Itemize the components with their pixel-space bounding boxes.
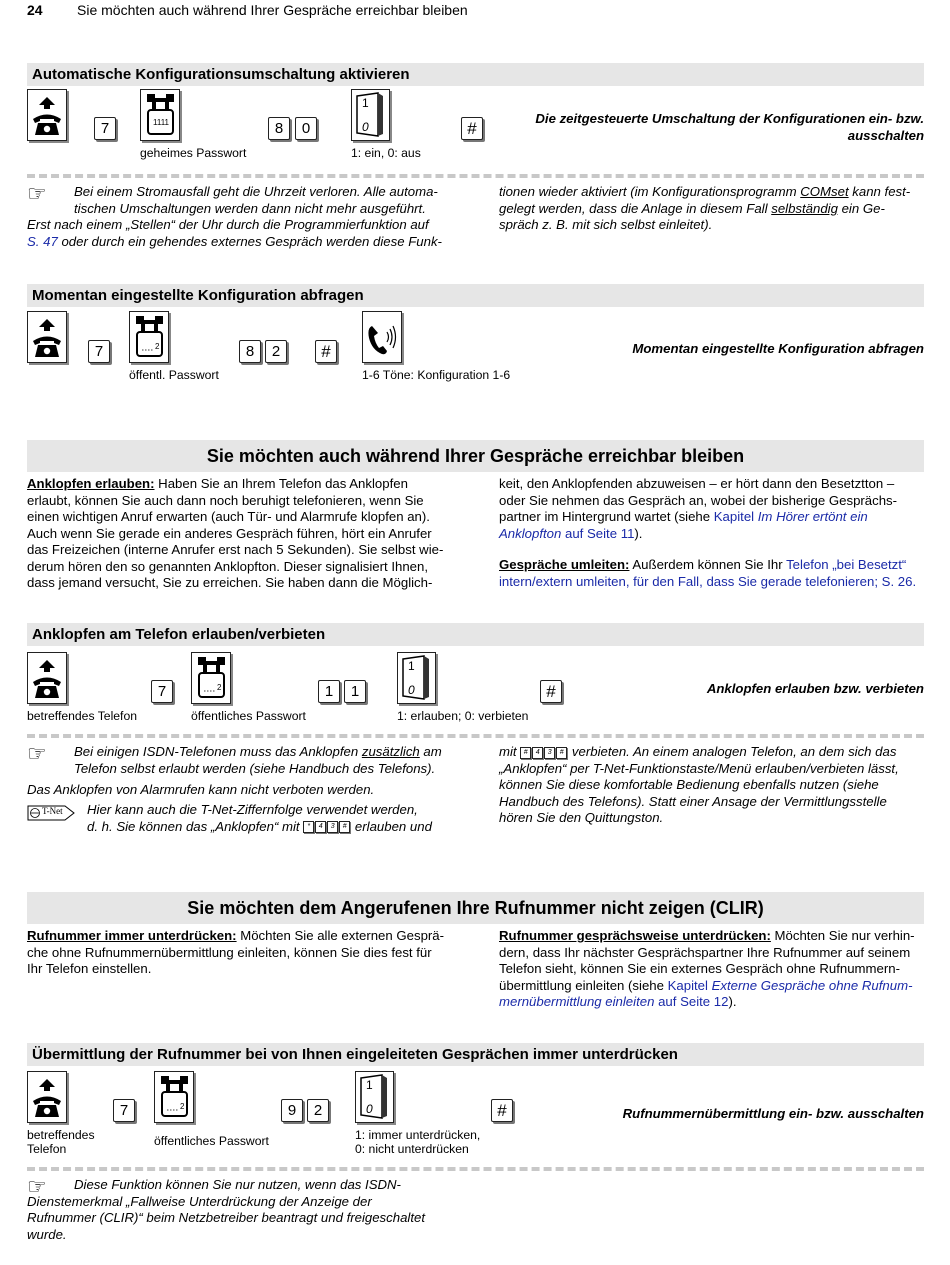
section-title-auto-config: Automatische Konfigurationsumschaltung aktivieren <box>27 63 924 86</box>
note-power-failure-continued: tionen wieder aktiviert (im Konfigurationsprogramm COMset kann fest- gelegt werden, dass die Anlage in diesem Fall selbständig ein Ge- spräch z. B. mit sich selbst einleitet). <box>499 184 911 232</box>
label-switch: 1: ein, 0: aus <box>351 146 421 160</box>
switch-one: 1 <box>366 1078 373 1092</box>
link-s47[interactable]: S. 47 <box>27 233 58 249</box>
link-anklopfton-page[interactable]: Anklopfton auf Seite 11 <box>499 525 635 541</box>
lock-public-password-icon <box>191 652 231 704</box>
lock-code: 1111 <box>152 118 169 127</box>
switch-zero: 0 <box>366 1102 373 1116</box>
key-7: 7 <box>94 117 116 140</box>
label-switch: 1: immer unterdrücken, 0: nicht unterdrücken <box>355 1128 481 1156</box>
phone-handset-icon <box>27 89 67 141</box>
function-description: Die zeitgesteuerte Umschaltung der Konfigurationen ein- bzw. ausschalten <box>535 111 924 143</box>
link-clir-chapter[interactable]: Kapitel Externe Gespräche ohne Rufnum- <box>667 977 913 993</box>
key-9: 9 <box>281 1099 303 1122</box>
divider <box>27 1167 924 1171</box>
key-2: 2 <box>307 1099 329 1122</box>
phone-handset-icon <box>27 652 67 704</box>
chapter-title-call-waiting: Sie möchten auch während Ihrer Gespräche erreichbar bleiben <box>27 440 924 472</box>
text-always-suppress: Rufnummer immer unterdrücken: Möchten Sie alle externen Gesprä- che ohne Rufnummernübermittlung einleiten, können Sie dies fest für Ihr Telefon einstellen. <box>27 928 445 976</box>
note-isdn-phones: Bei einigen ISDN-Telefonen muss das Anklopfen zusätzlich am Telefon selbst erlaubt werden (siehe Handbuch des Telefons). Das Anklopfen von Alarmrufen kann nicht verboten werden. <box>27 744 442 797</box>
function-description: Anklopfen erlauben bzw. verbieten <box>706 681 924 696</box>
note-power-failure: Bei einem Stromausfall geht die Uhrzeit verloren. Alle automa- tischen Umschaltungen werden dann nicht mehr ausgeführt. Erst nach einem „Stellen“ der Uhr durch die Programmierfunktion auf S. 47 oder durch ein gehendes externes Gespräch werden diese Funk- <box>27 184 442 249</box>
label-public-password: öffentliches Passwort <box>191 709 306 723</box>
link-divert-busy[interactable]: Telefon „bei Besetzt“ <box>786 557 907 572</box>
divider <box>27 734 924 738</box>
key-hash: # <box>540 680 562 703</box>
note-tnet: Hier kann auch die T-Net-Ziffernfolge verwendet werden, d. h. Sie können das „Anklopfen“ mit * 4 3 # erlauben und <box>87 802 432 834</box>
section-title-call-waiting-allow: Anklopfen am Telefon erlauben/verbieten <box>27 623 924 646</box>
label-secret-password: geheimes Passwort <box>140 146 247 160</box>
key-7: 7 <box>151 680 173 703</box>
link-anklopfton-chapter[interactable]: Kapitel Im Hörer ertönt ein <box>713 509 868 524</box>
key-1: 1 <box>318 680 340 703</box>
key-1: 1 <box>344 680 366 703</box>
switch-icon <box>397 652 436 704</box>
lock-code: 2 <box>180 1102 185 1111</box>
label-phone: betreffendes Telefon <box>27 1128 95 1156</box>
phone-handset-icon <box>27 311 67 363</box>
key-8: 8 <box>239 340 261 363</box>
lock-public-password-icon <box>129 311 169 363</box>
text-per-call-suppress: Rufnummer gesprächsweise unterdrücken: Möchten Sie nur verhin- dern, dass Ihr nächster Gesprächspartner Ihre Rufnummer auf seinem Telefon sieht, können Sie ein externes Gespräch ohne Rufnummern- übermittlung einleiten (siehe Kapitel Externe Gespräche ohne Rufnum- mernübermittlung einleiten auf Seite 12). <box>499 928 915 1009</box>
page-number: 24 <box>27 2 43 18</box>
label-switch: 1: erlauben; 0: verbieten <box>397 709 529 723</box>
key-hash: # <box>315 340 337 363</box>
switch-one: 1 <box>408 659 415 673</box>
ringing-phone-icon <box>362 311 402 363</box>
key-2: 2 <box>265 340 287 363</box>
lock-code: 2 <box>155 342 160 351</box>
switch-icon <box>351 89 390 141</box>
label-public-password: öffentl. Passwort <box>129 368 219 382</box>
key-7: 7 <box>113 1099 135 1122</box>
pointing-hand-icon: ☞ <box>27 1174 47 1199</box>
link-divert-busy-continued[interactable]: intern/extern umleiten, für den Fall, dass Sie gerade telefonieren; S. 26. <box>499 573 917 589</box>
key-hash: # <box>491 1099 513 1122</box>
label-public-password: öffentliches Passwort <box>154 1134 269 1148</box>
section-title-suppress-number: Übermittlung der Rufnummer bei von Ihnen eingeleiteten Gesprächen immer unterdrücken <box>27 1043 924 1066</box>
pointing-hand-icon: ☞ <box>27 741 47 766</box>
note-clir-service: Diese Funktion können Sie nur nutzen, wenn das ISDN- Dienstemerkmal „Fallweise Unterdrückung der Anzeige der Rufnummer (CLIR)“ beim Netzbetreiber beantragt und freigeschaltet wurde. <box>27 1177 426 1242</box>
label-phone: betreffendes Telefon <box>27 709 138 723</box>
text-call-waiting-continued: keit, den Anklopfenden abzuweisen – er hört dann den Besetztton – oder Sie nehmen das Gespräch an, wobei der bisherige Gesprächs- partner im Hintergrund wartet (siehe Kapitel Im Hörer ertönt ein Anklopfton auf Seite 11). Gespräche umleiten: Außerdem können Sie Ihr Telefon „bei Besetzt“ intern/extern umleiten, für den Fall, dass Sie gerade telefonieren; S. 26. <box>499 476 924 590</box>
function-description: Momentan eingestellte Konfiguration abfragen <box>632 341 924 356</box>
section-title-query-config: Momentan eingestellte Konfiguration abfragen <box>27 284 924 307</box>
switch-one: 1 <box>362 96 369 110</box>
lock-code: 2 <box>217 683 222 692</box>
note-tnet-continued: mit # 4 3 # verbieten. An einem analogen Telefon, an dem sich das „Anklopfen“ per T-Net-Funktionstaste/Menü erlauben/verbieten lässt, können Sie diese komfortable Bedienung ebenfalls nutzen (siehe Handbuch des Telefons). Statt einer Ansage der Vermittlungsstelle hören Sie den Quittungston. <box>499 744 899 825</box>
lock-secret-password-icon <box>140 89 180 141</box>
key-7: 7 <box>88 340 110 363</box>
function-description: Rufnummernübermittlung ein- bzw. ausschalten <box>622 1106 924 1121</box>
tnet-label: T-Net <box>42 806 63 816</box>
label-tones: 1-6 Töne: Konfiguration 1-6 <box>362 368 511 382</box>
lock-public-password-icon <box>154 1071 194 1123</box>
switch-zero: 0 <box>362 120 369 134</box>
key-8: 8 <box>268 117 290 140</box>
text-call-waiting: Anklopfen erlauben: Haben Sie an Ihrem Telefon das Anklopfen erlaubt, können Sie auch dann noch beruhigt telefonieren, wenn Sie einen wichtigen Anruf erwarten (auch Tür- und Alarmrufe klopfen an). Auch wenn Sie gerade ein anderes Gespräch führen, hört ein Anrufer das Freizeichen (interne Anrufer erst nach 5 Sekunden). Sie selbst wie- derum hören den so genannten Anklopfton. Dieser signalisiert Ihnen, dass jemand versucht, Sie zu erreichen. Sie haben dann die Möglich- <box>27 476 444 590</box>
pointing-hand-icon: ☞ <box>27 181 47 206</box>
key-0: 0 <box>295 117 317 140</box>
divider <box>27 174 924 178</box>
key-sequence-forbid: # 4 3 # <box>520 744 568 759</box>
running-header: Sie möchten auch während Ihrer Gespräche erreichbar bleiben <box>77 2 468 18</box>
link-clir-page[interactable]: mernübermittlung einleiten auf Seite 12 <box>499 994 729 1009</box>
key-hash: # <box>461 117 483 140</box>
chapter-title-clir: Sie möchten dem Angerufenen Ihre Rufnummer nicht zeigen (CLIR) <box>27 892 924 924</box>
switch-zero: 0 <box>408 683 415 697</box>
phone-handset-icon <box>27 1071 67 1123</box>
switch-icon <box>355 1071 394 1123</box>
key-sequence-allow: * 4 3 # <box>303 819 351 834</box>
